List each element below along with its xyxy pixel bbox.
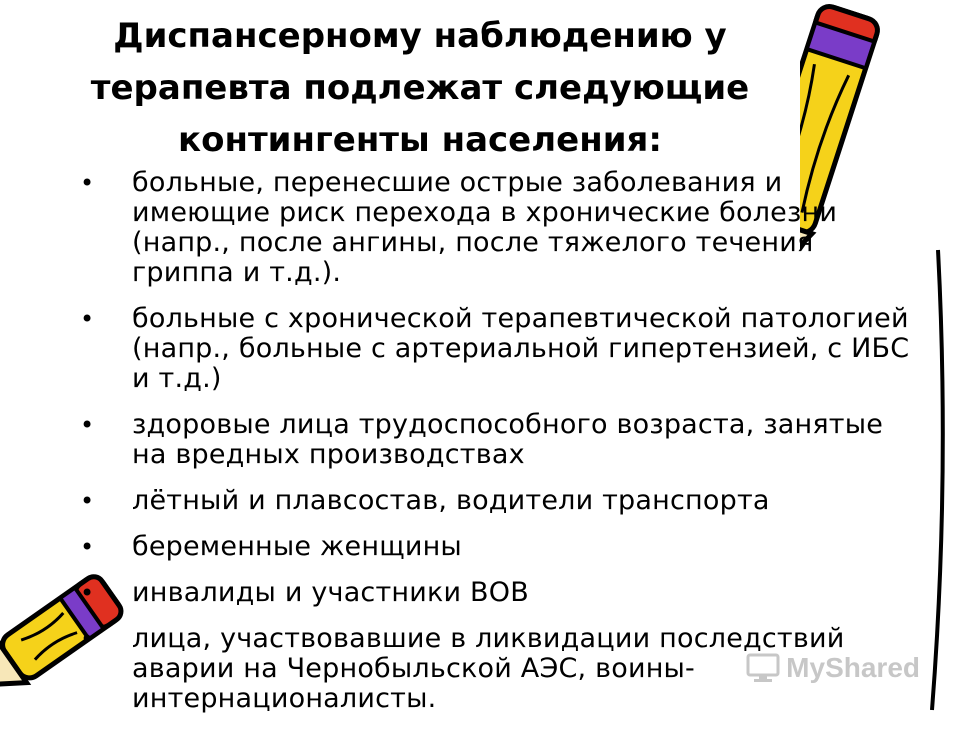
bullet-marker: • [80, 487, 95, 515]
list-item-text: инвалиды и участники ВОВ [132, 577, 529, 608]
list-item-text: здоровые лица трудоспособного возраста, занятые на вредных производствах [132, 409, 884, 470]
slide-title: Диспансерному наблюдению у терапевта подлежат следующие контингенты населения: [90, 16, 750, 160]
list-item [70, 410, 920, 470]
bullet-marker: • [80, 305, 95, 333]
watermark [746, 652, 920, 684]
bullet-marker: • [80, 579, 95, 607]
list-item-text: лётный и плавсостав, водители транспорта [132, 485, 770, 516]
bullet-list [70, 168, 920, 730]
bullet-marker: • [80, 533, 95, 561]
list-item [70, 168, 920, 288]
list-item [70, 304, 920, 394]
list-item [70, 578, 920, 608]
list-item [70, 532, 920, 562]
bullet-marker: • [80, 169, 95, 197]
monitor-icon [746, 653, 780, 683]
list-item-text: беременные женщины [132, 531, 462, 562]
list-item [70, 486, 920, 516]
bullet-marker: • [80, 411, 95, 439]
bullet-marker: • [80, 625, 95, 653]
list-item-text: больные, перенесшие острые заболевания и имеющие риск перехода в хронические болезни (напр., после ангины, после тяжелого течения гриппа и т.д.). [132, 167, 838, 288]
list-item-text: больные с хронической терапевтической патологией (напр., больные с артериальной гипертензией, с ИБС и т.д.) [132, 303, 910, 394]
watermark-text: MyShared [786, 652, 920, 683]
list-item-text: лица, участвовавшие в ликвидации последствий аварии на Чернобыльской АЭС, воины-интернационалисты. [132, 623, 845, 714]
